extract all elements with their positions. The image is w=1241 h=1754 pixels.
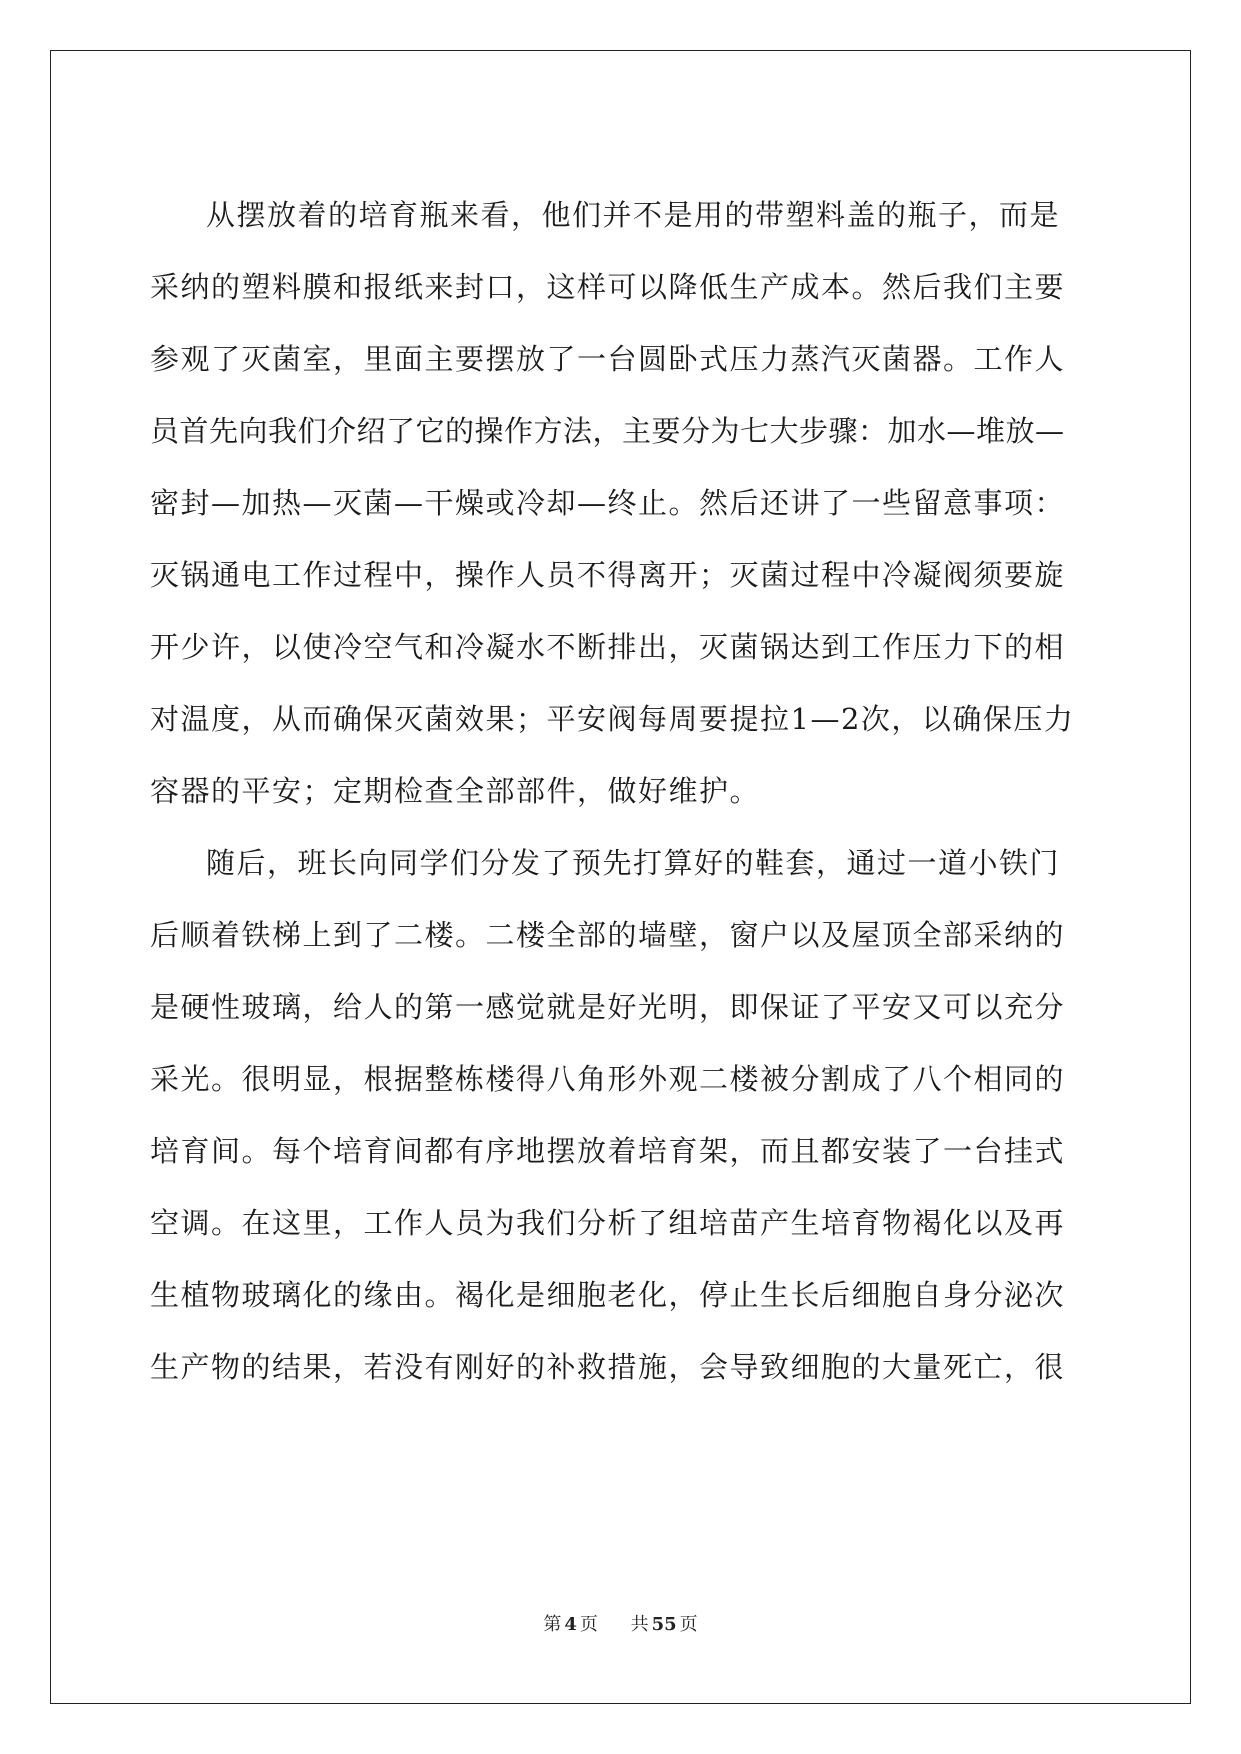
paragraph-2-line-7: 生植物玻璃化的缘由。褐化是细胞老化，停止生长后细胞自身分泌次 [150,1278,1066,1312]
paragraph-1-line-5: 密封—加热—灭菌—干燥或冷却—终止。然后还讲了一些留意事项： [150,486,1066,520]
paragraph-1-line-4: 员首先向我们介绍了它的操作方法，主要分为七大步骤：加水—堆放— [150,414,1065,448]
paragraph-1-line-7: 开少许，以使冷空气和冷凝水不断排出，灭菌锅达到工作压力下的相 [150,630,1066,664]
paragraph-1-line-9: 容器的平安；定期检查全部部件，做好维护。 [150,774,761,808]
paragraph-2-line-3: 是硬性玻璃，给人的第一感觉就是好光明，即保证了平安又可以充分 [150,990,1066,1024]
page-footer [0,1613,1241,1637]
total-suffix: 页 [679,1614,698,1635]
page-indicator [540,1614,601,1635]
paragraph-2-line-1: 随后，班长向同学们分发了预先打算好的鞋套，通过一道小铁门 [206,846,1061,880]
page-number: 4 [564,1614,577,1635]
total-pages-indicator [628,1614,701,1635]
paragraph-2-line-2: 后顺着铁梯上到了二楼。二楼全部的墙壁，窗户以及屋顶全部采纳的 [150,918,1066,952]
paragraph-2-line-6: 空调。在这里，工作人员为我们分析了组培苗产生培育物褐化以及再 [150,1206,1066,1240]
page-suffix: 页 [579,1614,598,1635]
paragraph-2-line-4: 采光。很明显，根据整栋楼得八角形外观二楼被分割成了八个相同的 [150,1062,1066,1096]
paragraph-1-line-2: 采纳的塑料膜和报纸来封口，这样可以降低生产成本。然后我们主要 [150,270,1066,304]
paragraph-1-line-1: 从摆放着的培育瓶来看，他们并不是用的带塑料盖的瓶子，而是 [206,198,1061,232]
paragraph-2-line-5: 培育间。每个培育间都有序地摆放着培育架，而且都安装了一台挂式 [150,1134,1066,1168]
paragraph-1-line-8: 对温度，从而确保灭菌效果；平安阀每周要提拉1—2次，以确保压力 [150,702,1075,736]
total-prefix: 共 [630,1614,649,1635]
page-prefix: 第 [543,1614,562,1635]
paragraph-1-line-6: 灭锅通电工作过程中，操作人员不得离开；灭菌过程中冷凝阀须要旋 [150,558,1066,592]
paragraph-1-line-3: 参观了灭菌室，里面主要摆放了一台圆卧式压力蒸汽灭菌器。工作人 [150,342,1066,376]
total-pages: 55 [651,1614,677,1635]
paragraph-2-line-8: 生产物的结果，若没有刚好的补救措施，会导致细胞的大量死亡，很 [150,1350,1066,1384]
